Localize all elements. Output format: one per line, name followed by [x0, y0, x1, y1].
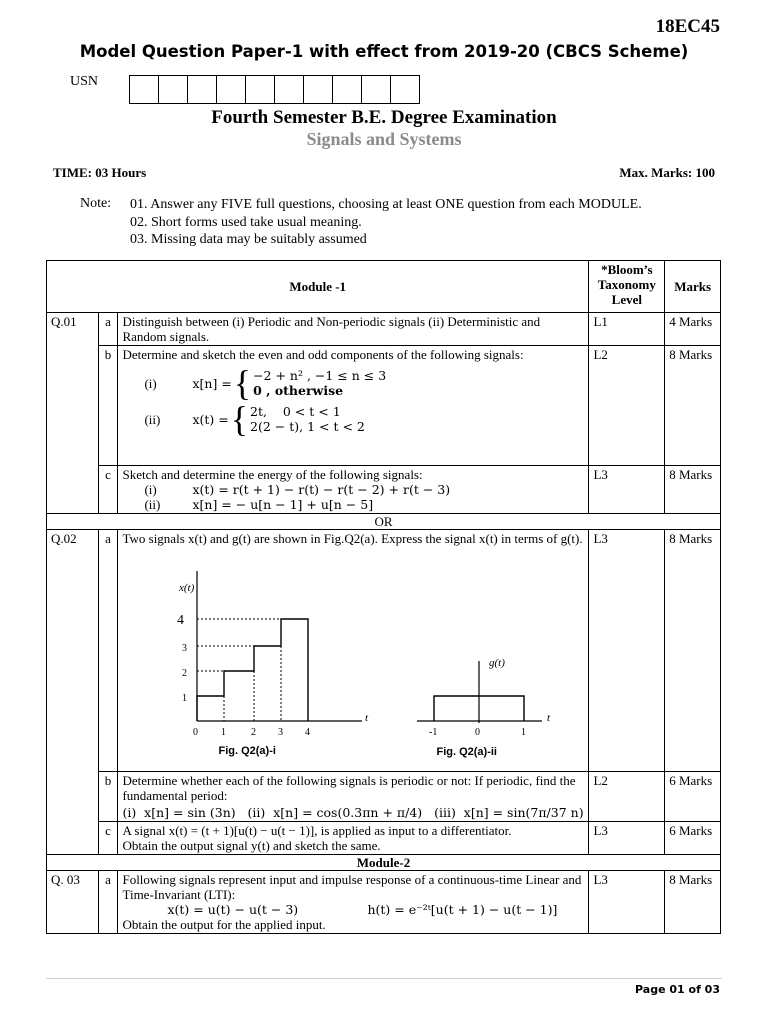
question-cell	[118, 822, 589, 855]
piece-1: 2t, 0 < t < 1	[250, 404, 341, 419]
equation: x[n] = − u[n − 1] + u[n − 5]	[192, 497, 374, 512]
question-text: Obtain the output for the applied input.	[122, 917, 326, 932]
paper-title: Model Question Paper-1 with effect from 2019-20 (CBCS Scheme)	[79, 42, 689, 61]
y-axis-label: x(t)	[179, 582, 195, 594]
x-tick: 1	[521, 727, 527, 738]
y-axis-label: g(t)	[489, 657, 506, 669]
time-info: TIME: 03 Hours	[53, 165, 147, 180]
equation-lhs: x(t) =	[192, 411, 229, 427]
marks-heading: Marks	[665, 261, 721, 313]
table-row	[47, 313, 721, 346]
part-label: a	[98, 871, 118, 934]
marks: 8 Marks	[665, 530, 721, 772]
question-cell	[118, 871, 589, 934]
exam-title: Fourth Semester B.E. Degree Examination	[211, 107, 557, 128]
table-row	[47, 466, 721, 514]
table-header-row	[47, 261, 721, 313]
sub-label: (i)	[144, 482, 157, 497]
marks: 8 Marks	[665, 346, 721, 466]
figure-caption: Fig. Q2(a)-ii	[436, 746, 497, 758]
question-cell	[118, 466, 589, 514]
table-row	[47, 346, 721, 466]
subject-title: Signals and Systems	[306, 129, 462, 149]
question-text: A signal x(t) = (t + 1)[u(t) − u(t − 1)], is applied as input to a differentiator.	[122, 823, 512, 838]
equation-lhs: x[n] =	[192, 375, 232, 391]
equations	[167, 902, 584, 917]
table-row	[47, 871, 721, 934]
or-label: OR	[47, 514, 721, 530]
sub-label: (ii)	[144, 497, 161, 512]
module-1-heading: Module -1	[47, 261, 589, 313]
x-tick: 3	[278, 727, 284, 738]
usn-boxes	[130, 75, 420, 104]
footer-divider	[46, 978, 722, 979]
x-tick: 2	[251, 727, 257, 738]
question-cell	[118, 346, 589, 466]
question-table	[46, 260, 721, 934]
bloom-level: L3	[589, 530, 665, 772]
bloom-level: L3	[589, 466, 665, 514]
table-row	[47, 822, 721, 855]
usn-box	[274, 75, 304, 104]
bloom-level: L3	[589, 822, 665, 855]
part-label: a	[98, 530, 118, 772]
marks: 8 Marks	[665, 871, 721, 934]
y-tick: 1	[182, 693, 188, 704]
question-number: Q.02	[47, 530, 99, 855]
sub-label: (ii)	[144, 411, 161, 427]
question-number: Q.01	[47, 313, 99, 514]
signal-figure	[167, 551, 627, 741]
part-label: b	[98, 772, 118, 822]
brace: {	[233, 363, 252, 403]
x-tick: 4	[305, 727, 311, 738]
x-axis-label: t	[547, 712, 551, 724]
usn-box	[390, 75, 420, 104]
equations: (i) x[n] = sin (3n) (ii) x[n] = cos(0.3πn + π/4) (iii) x[n] = sin(7π/37 n)	[122, 805, 584, 820]
x-tick: 0	[475, 727, 481, 738]
x-tick: -1	[429, 727, 438, 738]
piece-1: −2 + n² , −1 ≤ n ≤ 3	[253, 368, 387, 383]
question-cell	[118, 530, 589, 772]
or-row	[47, 514, 721, 530]
figure-caption: Fig. Q2(a)-i	[218, 745, 276, 757]
y-tick: 3	[182, 643, 188, 654]
subject-code: 18EC45	[655, 16, 720, 37]
usn-box	[216, 75, 246, 104]
module-row	[47, 855, 721, 871]
part-label: c	[98, 822, 118, 855]
max-marks: Max. Marks: 100	[619, 165, 715, 180]
part-label: b	[98, 346, 118, 466]
question-number: Q. 03	[47, 871, 99, 934]
note-2: 02. Short forms used take usual meaning.	[130, 214, 362, 230]
y-tick: 4	[177, 613, 185, 628]
marks: 8 Marks	[665, 466, 721, 514]
signal-ii	[144, 399, 584, 439]
usn-box	[361, 75, 391, 104]
x-tick: 0	[193, 727, 199, 738]
figure-q2a	[122, 546, 584, 770]
note-3: 03. Missing data may be suitably assumed	[130, 232, 367, 247]
x-axis-label: t	[365, 712, 369, 724]
signal-i	[144, 363, 584, 403]
piece-2: 0 , otherwise	[253, 383, 344, 398]
question-text: Two signals x(t) and g(t) are shown in Fig.Q2(a). Express the signal x(t) in terms of g(t).	[122, 531, 583, 546]
sub-label: (i)	[144, 375, 157, 391]
piece-2: 2(2 − t), 1 < t < 2	[250, 419, 365, 434]
usn-box	[129, 75, 159, 104]
table-row	[47, 772, 721, 822]
bloom-level: L3	[589, 871, 665, 934]
usn-label: USN	[70, 74, 99, 89]
question-text: Determine and sketch the even and odd components of the following signals:	[122, 347, 524, 362]
page-number: Page 01 of 03	[635, 983, 720, 996]
bloom-level: L2	[589, 346, 665, 466]
usn-box	[158, 75, 188, 104]
bloom-level: L2	[589, 772, 665, 822]
piecewise	[253, 368, 386, 398]
usn-box	[245, 75, 275, 104]
module-2-heading: Module-2	[47, 855, 721, 871]
x-tick: 1	[221, 727, 227, 738]
equation: h(t) = e⁻²ᵗ[u(t + 1) − u(t − 1)]	[367, 902, 558, 917]
y-tick: 2	[182, 668, 188, 679]
piecewise	[250, 404, 365, 434]
question-cell	[118, 772, 589, 822]
note-label: Note:	[80, 196, 112, 211]
table-row	[47, 530, 721, 772]
marks: 6 Marks	[665, 772, 721, 822]
marks: 4 Marks	[665, 313, 721, 346]
usn-box	[332, 75, 362, 104]
brace: {	[230, 399, 249, 439]
equation: x(t) = u(t) − u(t − 3)	[167, 902, 299, 917]
question-text: Distinguish between (i) Periodic and Non-periodic signals (ii) Deterministic and Random signals.	[118, 313, 589, 346]
usn-box	[187, 75, 217, 104]
question-text: Determine whether each of the following signals is periodic or not: If periodic, find the fundamental period:	[122, 773, 576, 803]
bloom-heading: *Bloom’s Taxonomy Level	[589, 261, 665, 313]
part-label: a	[98, 313, 118, 346]
usn-box	[303, 75, 333, 104]
marks: 6 Marks	[665, 822, 721, 855]
notes	[130, 196, 642, 249]
equation: x(t) = r(t + 1) − r(t) − r(t − 2) + r(t − 3)	[192, 482, 451, 497]
part-label: c	[98, 466, 118, 514]
bloom-level: L1	[589, 313, 665, 346]
signal-ii	[144, 497, 584, 512]
note-1: 01. Answer any FIVE full questions, choosing at least ONE question from each MODULE.	[130, 197, 642, 212]
signal-i	[144, 482, 584, 497]
question-text: Obtain the output signal y(t) and sketch the same.	[122, 838, 381, 853]
question-text: Sketch and determine the energy of the following signals:	[122, 467, 423, 482]
question-text: Following signals represent input and impulse response of a continuous-time Linear and Time-Invariant (LTI):	[122, 872, 582, 902]
